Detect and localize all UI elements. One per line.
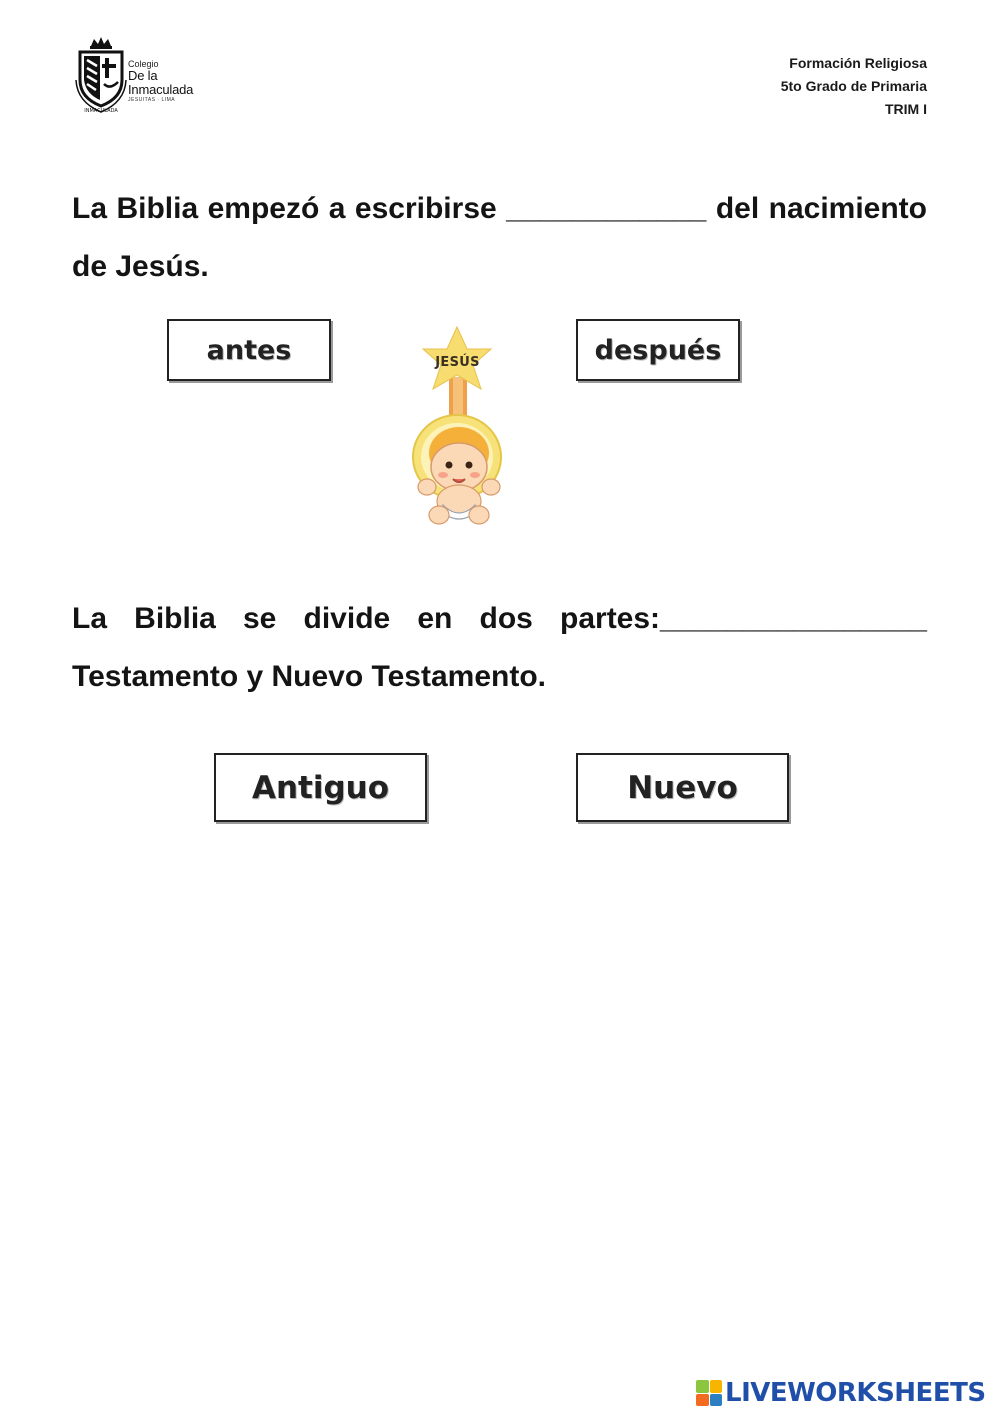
logo-seal-text: INMACULADA bbox=[84, 108, 118, 114]
subject-label: Formación Religiosa bbox=[789, 55, 927, 71]
option-antiguo-button[interactable]: Antiguo bbox=[214, 753, 427, 822]
option-antes-button[interactable]: antes bbox=[167, 319, 331, 381]
option-nuevo-button[interactable]: Nuevo bbox=[576, 753, 789, 822]
term-label: TRIM I bbox=[885, 101, 927, 117]
liveworksheets-brand-text: LIVEWORKSHEETS bbox=[725, 1378, 986, 1408]
question-2-text: La Biblia se divide en dos partes:________________ Testamento y Nuevo Testamento. bbox=[72, 602, 927, 693]
question-1-text: La Biblia empezó a escribirse ____________ del nacimiento de Jesús. bbox=[72, 192, 927, 283]
liveworksheets-logo-icon bbox=[696, 1380, 722, 1406]
jesus-star-label: JESÚS bbox=[435, 355, 480, 370]
baby-jesus-illustration bbox=[405, 325, 510, 535]
grade-label: 5to Grado de Primaria bbox=[780, 78, 927, 94]
school-logo bbox=[74, 36, 224, 114]
crowned-shield-crest-icon bbox=[74, 36, 128, 114]
liveworksheets-brand[interactable] bbox=[696, 1376, 986, 1410]
option-despues-button[interactable]: después bbox=[576, 319, 740, 381]
logo-school-name: De la Inmaculada bbox=[128, 68, 194, 98]
logo-text bbox=[128, 60, 224, 103]
logo-sub-text: JESUITAS · LIMA bbox=[128, 96, 176, 103]
worksheet-header-info bbox=[781, 52, 927, 121]
logo-small-text: Colegio bbox=[128, 59, 159, 69]
